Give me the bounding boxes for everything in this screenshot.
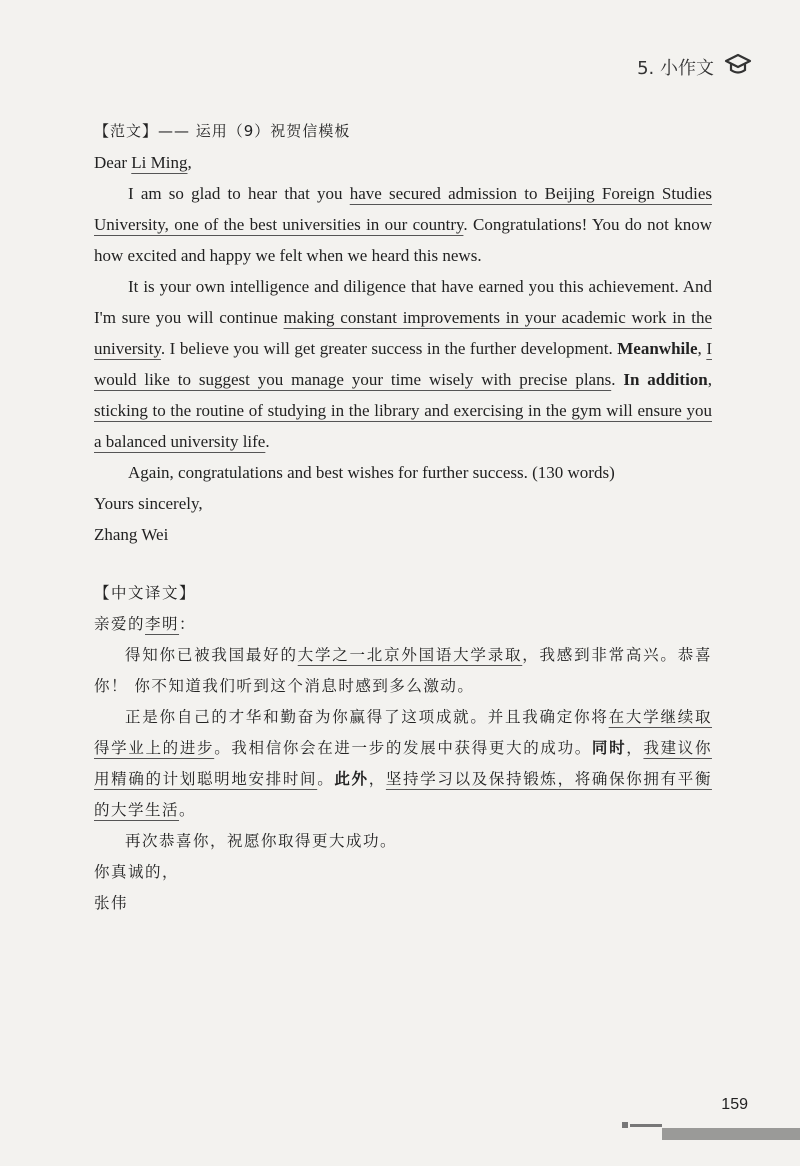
sample-paragraph-3: Again, congratulations and best wishes for further success. (130 words) [128,463,615,482]
sample-greeting: Dear Li Ming, [94,153,192,172]
page-number: 159 [721,1096,748,1113]
translation-title: 【中文译文】 [94,584,197,602]
translation-paragraph-2: 正是你自己的才华和勤奋为你赢得了这项成就。并且我确定你将在大学继续取得学业上的进步。我相信你会在进一步的发展中获得更大的成功。同时，我建议你用精确的计划聪明地安排时间。此外，坚持学习以及保持锻炼，将确保你拥有平衡的大学生活。 [94,708,712,819]
greeting-name: Li Ming [131,153,188,172]
section-header [637,52,752,81]
translation-signature: 张伟 [94,894,129,912]
translation-closing: 你真诚的， [94,863,180,881]
chinese-translation [94,578,712,919]
graduation-cap-icon [724,52,752,81]
footer-square-mark [622,1122,628,1128]
translation-greeting: 亲爱的李明： [94,615,197,633]
sample-signature: Zhang Wei [94,525,169,544]
sample-closing: Yours sincerely, [94,494,203,513]
sample-title: 【范文】—— 运用（9）祝贺信模板 [94,122,351,140]
footer-bar [662,1128,800,1140]
section-label: 5. 小作文 [637,57,714,79]
translation-paragraph-3: 再次恭喜你，祝愿你取得更大成功。 [125,832,398,850]
sample-paragraph-2: It is your own intelligence and diligence that have earned you this achievement. And I'm sure you will continue making constant improvements in your academic work in the university. I believe you will get greater success in the further development. Meanwhile, I would like to suggest you manage your time wisely with precise plans. In addition, sticking to the routine of studying in the library and exercising in the gym will ensure you a balanced university life. [94,277,712,451]
translation-paragraph-1: 得知你已被我国最好的大学之一北京外国语大学录取，我感到非常高兴。恭喜你！ 你不知道我们听到这个消息时感到多么激动。 [94,646,712,695]
sample-letter [94,116,712,550]
sample-paragraph-1: I am so glad to hear that you have secured admission to Beijing Foreign Studies University, one of the best universities in our country. Congratulations! You do not know how excited and happy we felt when we heard this news. [94,184,712,265]
footer-line-mark [630,1124,662,1127]
